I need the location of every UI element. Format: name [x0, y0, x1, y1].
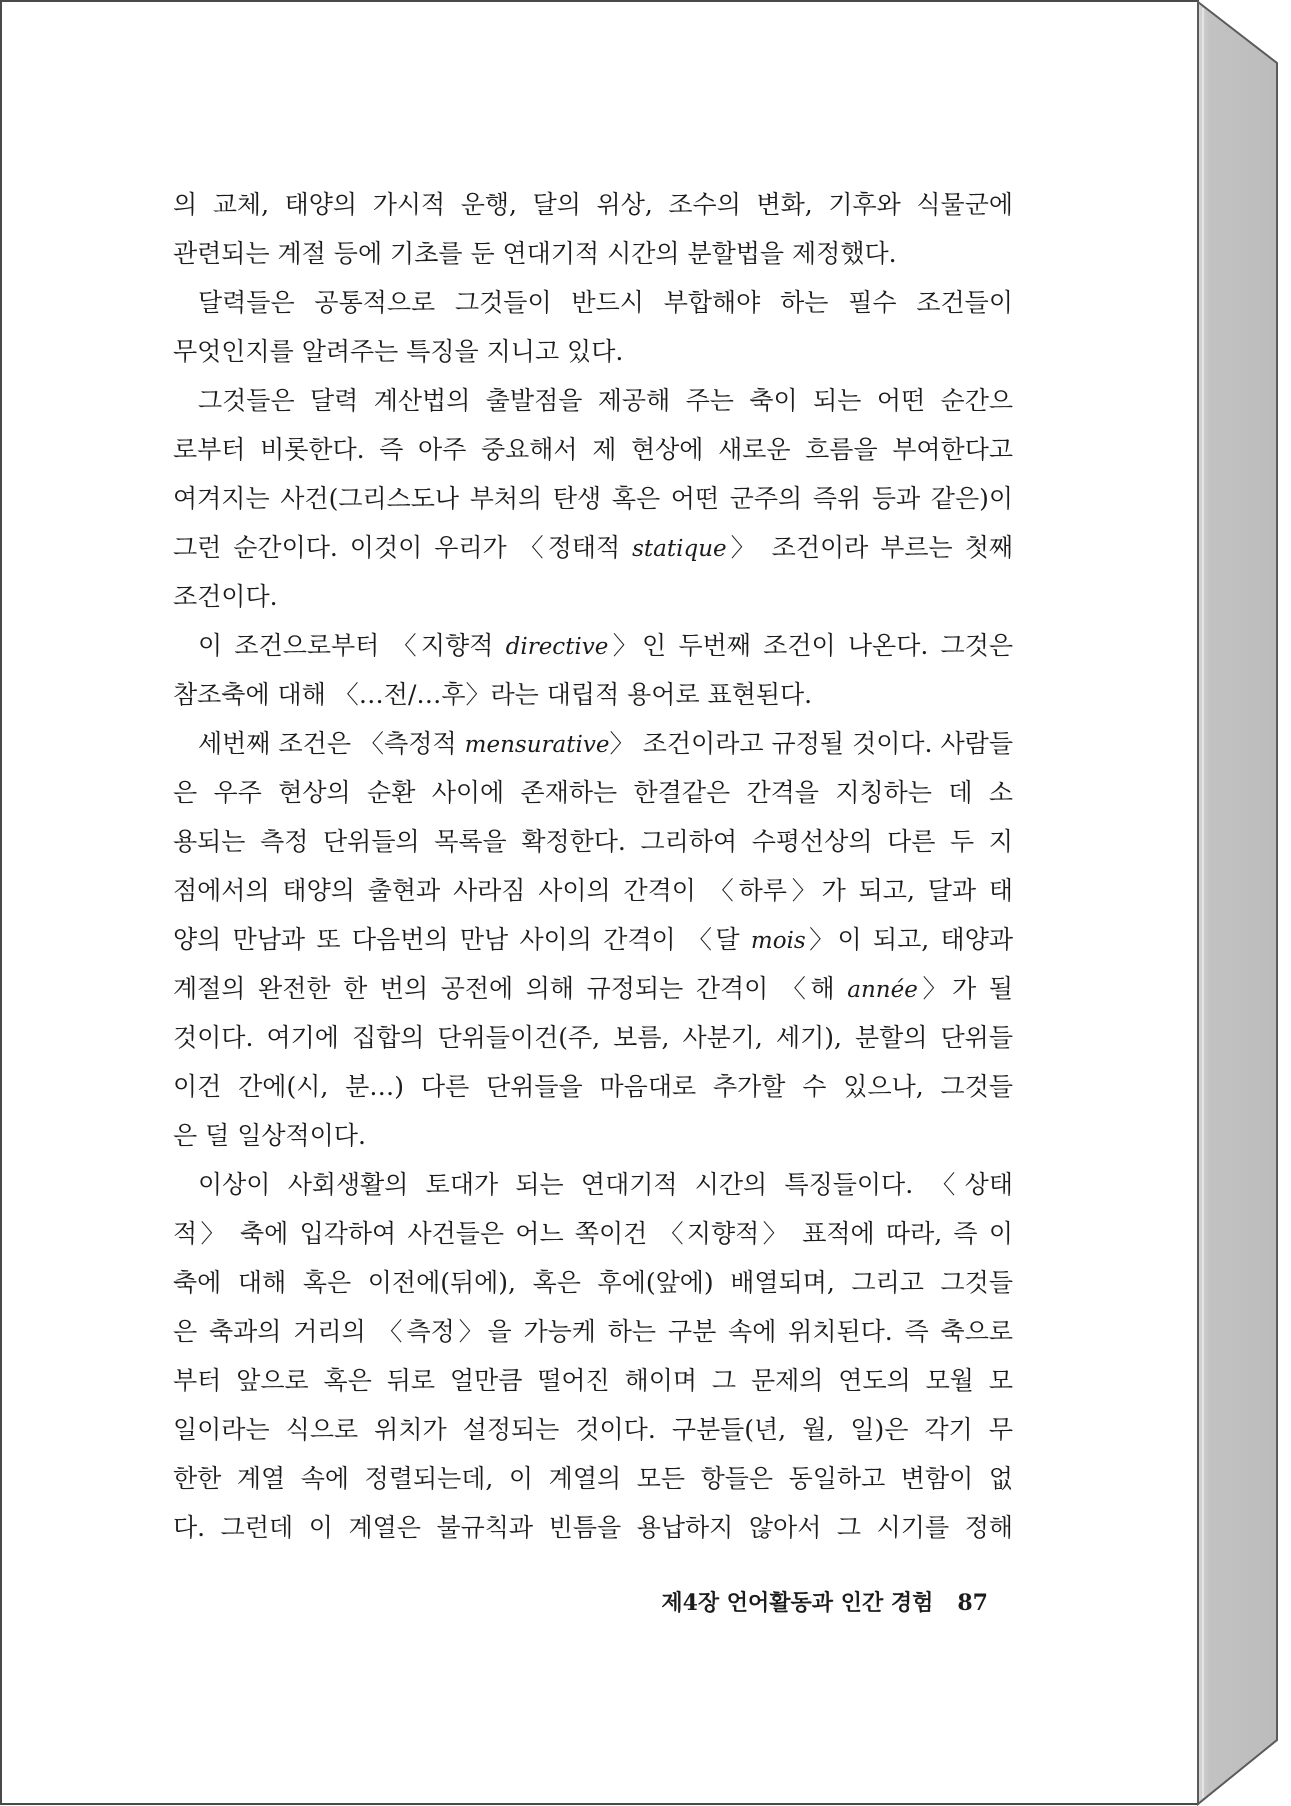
text-line: 무엇인지를 알려주는 특징을 지니고 있다.: [173, 337, 624, 366]
text-line: 축에 대해 혹은 이전에(뒤에), 혹은 후에(앞에) 배열되며, 그리고 그것들: [173, 1268, 1013, 1297]
text-line: 적〉 축에 입각하여 사건들은 어느 쪽이건 〈지향적〉 표적에 따라, 즉 이: [173, 1219, 1013, 1248]
text-line: 이상이 사회생활의 토대가 되는 연대기적 시간의 특징들이다. 〈상태: [198, 1170, 1013, 1199]
text-segment: 이 조건으로부터 〈지향적: [198, 631, 506, 660]
paragraph: [173, 621, 1013, 719]
text-line: 점에서의 태양의 출현과 사라짐 사이의 간격이 〈하루〉가 되고, 달과 태: [173, 876, 1013, 905]
text-segment: 〉가 될: [917, 974, 1014, 1003]
page-number: 87: [957, 1590, 988, 1616]
paragraph: [173, 278, 1013, 376]
footer-chapter-title: 제4장 언어활동과 인간 경험: [661, 1590, 934, 1616]
text-line: 달력들은 공통적으로 그것들이 반드시 부합해야 하는 필수 조건들이: [198, 288, 1013, 317]
text-line: [173, 915, 1013, 964]
paragraph: [173, 1160, 1013, 1552]
text-line: 다. 그런데 이 계열은 불규칙과 빈틈을 용납하지 않아서 그 시기를 정해: [173, 1513, 1013, 1542]
text-line: [173, 719, 1013, 768]
text-line: 부터 앞으로 혹은 뒤로 얼만큼 떨어진 해이며 그 문제의 연도의 모월 모: [173, 1366, 1013, 1395]
text-segment: 양의 만남과 또 다음번의 만남 사이의 간격이 〈달: [173, 925, 751, 954]
italic-term: directive: [505, 634, 609, 660]
text-segment: 〉 조건이라 부르는 첫째: [726, 533, 1013, 562]
text-line: 용되는 측정 단위들의 목록을 확정한다. 그리하여 수평선상의 다른 두 지: [173, 827, 1013, 856]
italic-term: année: [847, 977, 918, 1003]
text-segment: 그런 순간이다. 이것이 우리가 〈정태적: [173, 533, 633, 562]
text-line: [173, 523, 1013, 572]
text-segment: 세번째 조건은 〈측정적: [198, 729, 465, 758]
text-line: 여겨지는 사건(그리스도나 부처의 탄생 혹은 어떤 군주의 즉위 등과 같은)이: [173, 484, 1013, 513]
italic-term: mensurative: [464, 732, 610, 758]
italic-term: mois: [750, 928, 806, 954]
running-footer: [173, 1583, 988, 1623]
text-line: 일이라는 식으로 위치가 설정되는 것이다. 구분들(년, 월, 일)은 각기 무: [173, 1415, 1013, 1444]
text-segment: 〉 조건이라고 규정될 것이다. 사람들: [609, 729, 1013, 758]
text-segment: 계절의 완전한 한 번의 공전에 의해 규정되는 간격이 〈해: [173, 974, 848, 1003]
page-edge: [1198, 2, 1277, 1804]
paragraph: [173, 719, 1013, 1160]
text-line: 이건 간에(시, 분…) 다른 단위들을 마음대로 추가할 수 있으나, 그것들: [173, 1072, 1013, 1101]
paragraph-continued: [173, 180, 1013, 278]
italic-term: statique: [632, 536, 727, 562]
text-line: [173, 964, 1013, 1013]
text-line: 것이다. 여기에 집합의 단위들이건(주, 보름, 사분기, 세기), 분할의 단위들: [173, 1023, 1013, 1052]
text-line: 참조축에 대해 〈…전/…후〉라는 대립적 용어로 표현된다.: [173, 680, 813, 709]
text-line: 그것들은 달력 계산법의 출발점을 제공해 주는 축이 되는 어떤 순간으: [198, 386, 1013, 415]
text-segment: 〉인 두번째 조건이 나온다. 그것은: [608, 631, 1014, 660]
text-line: 의 교체, 태양의 가시적 운행, 달의 위상, 조수의 변화, 기후와 식물군에: [173, 190, 1013, 219]
body-text: [173, 180, 1013, 1552]
text-line: 한한 계열 속에 정렬되는데, 이 계열의 모든 항들은 동일하고 변함이 없: [173, 1464, 1013, 1493]
text-line: 관련되는 계절 등에 기초를 둔 연대기적 시간의 분할법을 제정했다.: [173, 239, 897, 268]
text-segment: 〉이 되고, 태양과: [805, 925, 1013, 954]
text-line: 은 덜 일상적이다.: [173, 1121, 366, 1150]
text-line: 은 우주 현상의 순환 사이에 존재하는 한결같은 간격을 지칭하는 데 소: [173, 778, 1013, 807]
text-line: [173, 621, 1013, 670]
text-line: 은 축과의 거리의 〈측정〉을 가능케 하는 구분 속에 위치된다. 즉 축으로: [173, 1317, 1013, 1346]
text-line: 로부터 비롯한다. 즉 아주 중요해서 제 현상에 새로운 흐름을 부여한다고: [173, 435, 1013, 464]
text-line: 조건이다.: [173, 582, 278, 611]
paragraph: [173, 376, 1013, 621]
